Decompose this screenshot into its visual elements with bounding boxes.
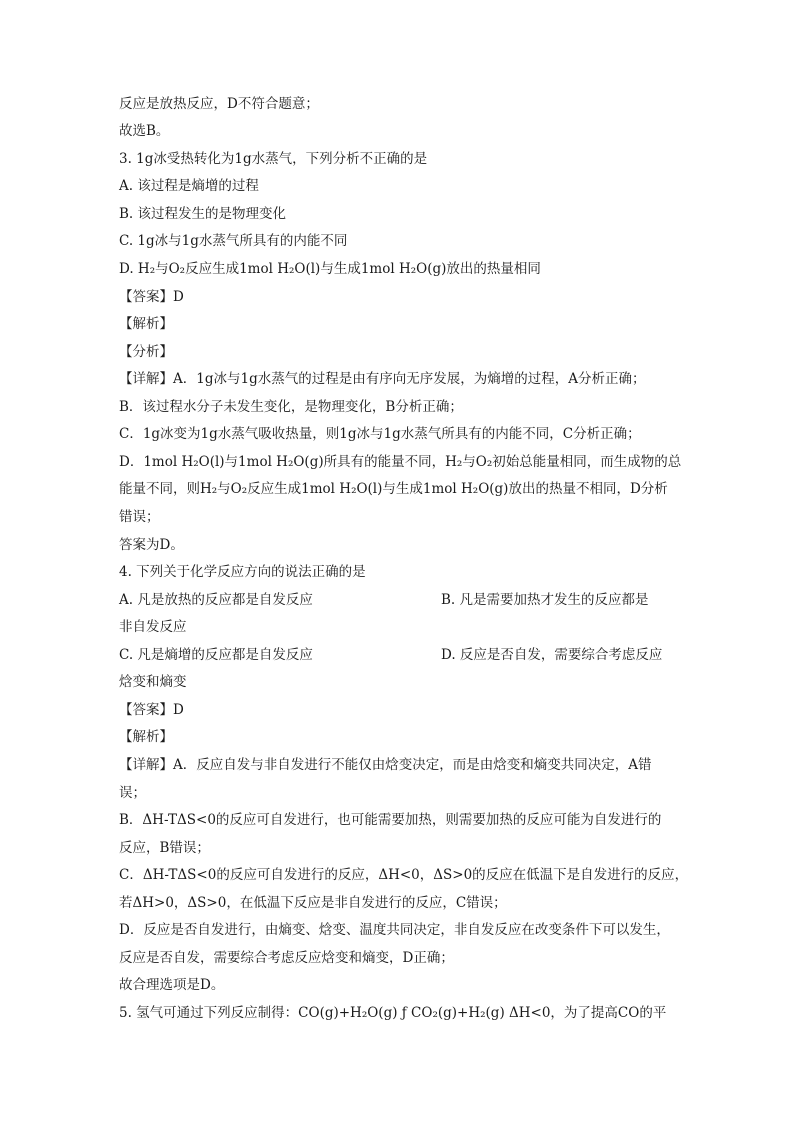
analysis-subheading: 【分析】 bbox=[119, 344, 173, 360]
question-3-option-b: B. 该过程发生的是物理变化 bbox=[119, 206, 287, 222]
detail-line: 【详解】A．反应自发与非自发进行不能仅由焓变决定，而是由焓变和熵变共同决定，A错 bbox=[119, 757, 652, 773]
detail-line: 能量不同，则H₂与O₂反应生成1mol H₂O(l)与生成1mol H₂O(g)放出的热量不相同，D分析 bbox=[119, 481, 668, 497]
question-4-option-b-cont: 非自发反应 bbox=[119, 619, 187, 635]
detail-line: B．ΔH-TΔS<0的反应可自发进行，也可能需要加热，则需要加热的反应可能为自发进行的 bbox=[119, 812, 662, 828]
detail-line: 错误； bbox=[119, 509, 160, 525]
text-line: 故选B。 bbox=[119, 123, 170, 139]
analysis-label: 【解析】 bbox=[119, 316, 173, 332]
answer-label: 【答案】D bbox=[119, 702, 184, 718]
detail-line: D．反应是否自发进行，由熵变、焓变、温度共同决定，非自发反应在改变条件下可以发生， bbox=[119, 922, 670, 938]
question-4-option-d-cont: 焓变和熵变 bbox=[119, 674, 187, 690]
analysis-label: 【解析】 bbox=[119, 729, 173, 745]
detail-line: B．该过程水分子未发生变化，是物理变化，B分析正确； bbox=[119, 399, 463, 415]
question-4-option-c: C. 凡是熵增的反应都是自发反应 bbox=[119, 647, 313, 663]
detail-line: C．1g冰变为1g水蒸气吸收热量，则1g冰与1g水蒸气所具有的内能不同，C分析正确； bbox=[119, 426, 641, 442]
question-3-option-c: C. 1g冰与1g水蒸气所具有的内能不同 bbox=[119, 233, 348, 249]
text-line: 反应是放热反应，D不符合题意； bbox=[119, 96, 319, 112]
question-4-option-d: D. 反应是否自发，需要综合考虑反应 bbox=[441, 647, 663, 663]
detail-line: 反应是否自发，需要综合考虑反应焓变和熵变，D正确； bbox=[119, 950, 454, 966]
detail-line: 误； bbox=[119, 785, 146, 801]
answer-label: 【答案】D bbox=[119, 289, 184, 305]
question-4-stem: 4. 下列关于化学反应方向的说法正确的是 bbox=[119, 564, 366, 580]
detail-line: 【详解】A．1g冰与1g水蒸气的过程是由有序向无序发展，为熵增的过程，A分析正确； bbox=[119, 371, 646, 387]
answer-conclusion: 故合理选项是D。 bbox=[119, 977, 225, 993]
question-4-option-b: B. 凡是需要加热才发生的反应都是 bbox=[441, 592, 649, 608]
question-4-option-a: A. 凡是放热的反应都是自发反应 bbox=[119, 592, 313, 608]
question-5-stem: 5. 氢气可通过下列反应制得：CO(g)+H₂O(g) ƒ CO₂(g)+H₂(g) ΔH<0，为了提高CO的平 bbox=[119, 1005, 667, 1021]
detail-line: C．ΔH-TΔS<0的反应可自发进行的反应，ΔH<0，ΔS>0的反应在低温下是自发进行的反应， bbox=[119, 867, 689, 883]
answer-conclusion: 答案为D。 bbox=[119, 537, 184, 553]
question-3-option-a: A. 该过程是熵增的过程 bbox=[119, 178, 259, 194]
question-3-option-d: D. H₂与O₂反应生成1mol H₂O(l)与生成1mol H₂O(g)放出的热量相同 bbox=[119, 261, 541, 277]
detail-line: 反应，B错误； bbox=[119, 840, 210, 856]
detail-line: 若ΔH>0，ΔS>0，在低温下反应是非自发进行的反应，C错误； bbox=[119, 895, 507, 911]
detail-line: D．1mol H₂O(l)与1mol H₂O(g)所具有的能量不同，H₂与O₂初始总能量相同，而生成物的总 bbox=[119, 454, 682, 470]
question-3-stem: 3. 1g冰受热转化为1g水蒸气，下列分析不正确的是 bbox=[119, 151, 428, 167]
